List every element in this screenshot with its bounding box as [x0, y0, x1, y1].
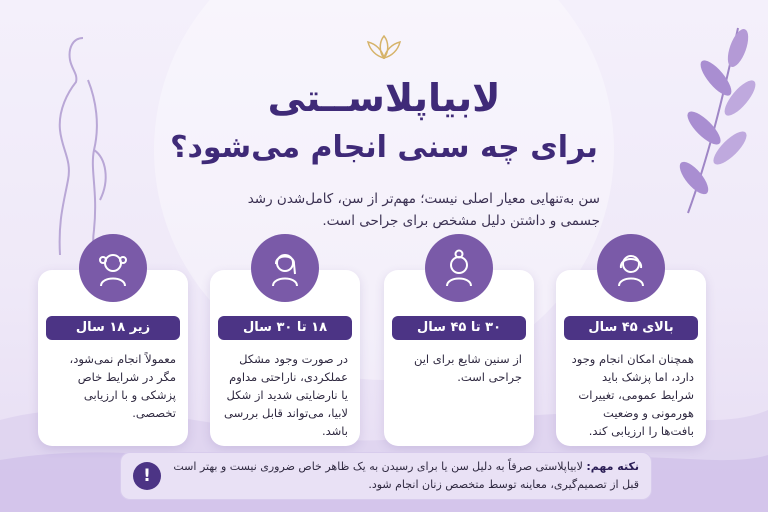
leaves-decoration	[668, 18, 758, 218]
age-card-over-45	[556, 270, 706, 446]
age-label: زیر ۱۸ سال	[46, 316, 180, 340]
age-description: در صورت وجود مشکل عملکردی، ناراحتی مداوم یا نارضایتی شدید از شکل لابیا، می‌تواند قابل بررسی باشد.	[224, 352, 348, 438]
age-label: بالای ۴۵ سال	[564, 316, 698, 340]
age-card-18-30	[210, 270, 360, 446]
age-label: ۱۸ تا ۳۰ سال	[218, 316, 352, 340]
age-label: ۳۰ تا ۴۵ سال	[392, 316, 526, 340]
age-card-30-45	[384, 270, 534, 446]
note-label: نکته مهم:	[586, 460, 639, 473]
lotus-logo-icon	[364, 34, 404, 60]
age-description: معمولاً انجام نمی‌شود، مگر در شرایط خاص پزشکی و با ارزیابی تخصصی.	[69, 352, 176, 420]
note-text	[169, 458, 639, 494]
girl-icon	[79, 234, 147, 302]
mature-woman-icon	[597, 234, 665, 302]
intro-text: سن به‌تنهایی معیار اصلی نیست؛ مهم‌تر از سن، کامل‌شدن رشد جسمی و داشتن دلیل مشخص برای جراحی است.	[247, 191, 600, 229]
age-card-under-18	[38, 270, 188, 446]
note-body: لابیاپلاستی صرفاً به دلیل سن یا برای رسیدن به یک ظاهر خاص ضروری نیست و بهتر است قبل از تصمیم‌گیری، معاینه توسط متخصص زنان انجام شود.	[173, 460, 639, 491]
age-description: از سنین شایع برای این جراحی است.	[413, 352, 522, 384]
young-woman-icon	[251, 234, 319, 302]
page-title: لابیاپلاســتی	[267, 76, 501, 120]
body-silhouette-illustration	[28, 30, 128, 260]
woman-bun-icon	[425, 234, 493, 302]
important-note	[120, 452, 652, 500]
age-description: همچنان امکان انجام وجود دارد، اما پزشک باید شرایط عمومی، تغییرات هورمونی و وضعیت بافت‌ها را ارزیابی کند.	[571, 352, 694, 438]
page-subtitle: برای چه سنی انجام می‌شود؟	[170, 130, 598, 165]
exclamation-icon: !	[133, 462, 161, 490]
